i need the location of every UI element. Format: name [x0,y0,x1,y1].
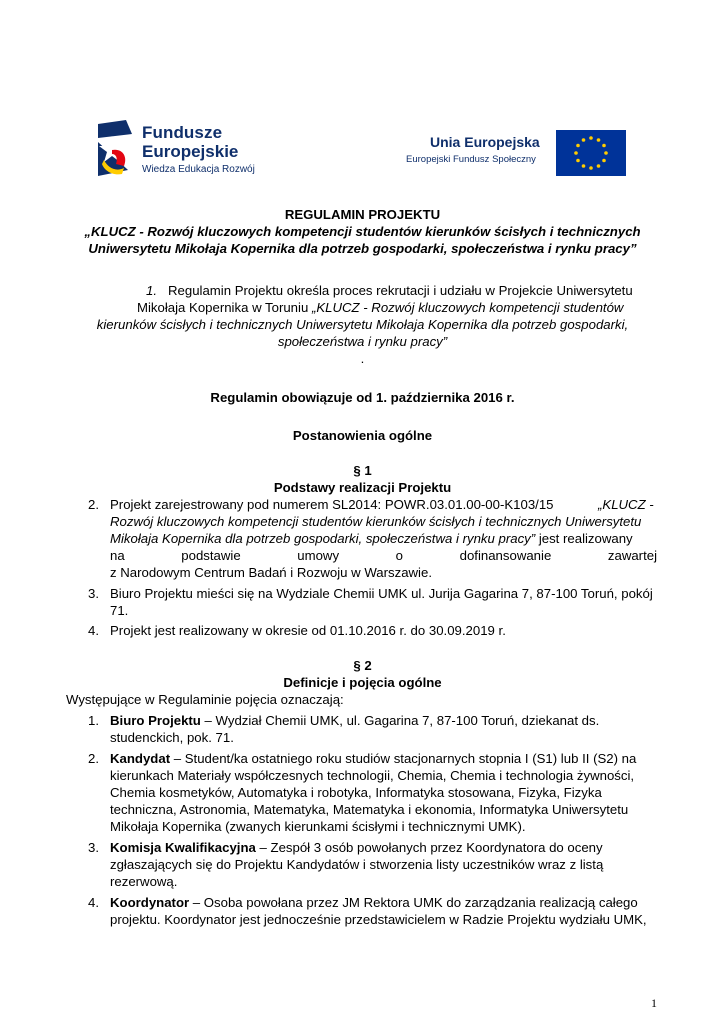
intro-line-3: kierunków ścisłych i technicznych Uniwersytetu Mikołaja Kopernika dla potrzeb gospodarki, [96,317,629,332]
s2-def-1-line-1: Biuro Projektu – Wydział Chemii UMK, ul. Gagarina 7, 87-100 Toruń, dziekanat ds. [110,713,600,728]
s1-item-2-line-2: Rozwój kluczowych kompetencji studentów kierunków ścisłych i technicznych Uniwersytetu [110,514,642,529]
page-number: 1 [651,996,657,1010]
intro-line-1: Regulamin Projektu określa proces rekrutacji i udziału w Projekcie Uniwersytetu [168,283,633,298]
s1-item-3-line-1: Biuro Projektu mieści się na Wydziale Chemii UMK ul. Jurija Gagarina 7, 87-100 Toruń, pokój [110,586,653,601]
s2-def-1-line-2: studenckich, pok. 71. [110,730,234,745]
s2-def-3-line-1: Komisja Kwalifikacyjna – Zespół 3 osób powołanych przez Koordynatora do oceny [110,840,603,855]
fe-star-logo-icon [98,120,134,176]
s2-def-4-line-1: Koordynator – Osoba powołana przez JM Rektora UMK do zarządzania realizacją całego [110,895,638,910]
s1-item-2-line-1a: Projekt zarejestrowany pod numerem SL2014: POWR.03.01.00-00-K103/15 [110,497,554,512]
eu-flag-icon [556,130,626,176]
s1-item-2-number: 2. [88,497,99,512]
section-1-sign: § 1 [353,463,372,478]
intro-dot: . [360,351,365,366]
s2-def-2-number: 2. [88,751,99,766]
project-name-line-1: „KLUCZ - Rozwój kluczowych kompetencji studentów kierunków ścisłych i technicznych [84,224,641,239]
fundusze-europejskie-logo [98,118,268,182]
s1-item-2-line-1b: „KLUCZ - [598,497,654,512]
s2-def-1-number: 1. [88,713,99,728]
s1-item-4-number: 4. [88,623,99,638]
s2-def-2-line-1: Kandydat – Student/ka ostatniego roku studiów stacjonarnych stopnia I (S1) lub II (S2) na [110,751,637,766]
fe-logo-line-1: Fundusze [142,123,223,142]
s1-item-3-number: 3. [88,586,99,601]
s2-def-2-line-5: Mikołaja Kopernika (zwanych kierunkami ścisłymi i technicznymi UMK). [110,819,526,834]
intro-number: 1. [146,283,157,298]
fe-logo-line-2: Europejskie [142,142,239,161]
s2-def-2-line-4: techniczna, Astronomia, Matematyka, Matematyka i ekonomia, Informatyka Uniwersytetu [110,802,629,817]
s1-item-4-line-1: Projekt jest realizowany w okresie od 01.10.2016 r. do 30.09.2019 r. [110,623,506,638]
s1-item-3-line-2: 71. [110,603,129,618]
section-2-sign: § 2 [353,658,372,673]
ue-logo-line-2: Europejski Fundusz Społeczny [406,154,536,165]
s1-item-2-line-3: Mikołaja Kopernika dla potrzeb gospodarki, społeczeństwa i rynku pracy” jest realizowany [110,531,633,546]
s2-def-3-number: 3. [88,840,99,855]
intro-line-4: społeczeństwa i rynku pracy” [277,334,448,349]
s2-def-4-number: 4. [88,895,99,910]
intro-line-2: Mikołaja Kopernika w Toruniu „KLUCZ - Rozwój kluczowych kompetencji studentów [137,300,624,315]
fe-logo-line-3: Wiedza Edukacja Rozwój [142,164,255,175]
s1-item-2-line-4: na podstawie umowy o dofinansowanie zawartej [110,548,657,563]
s2-def-3-line-3: rezerwową. [110,874,178,889]
effective-date: Regulamin obowiązuje od 1. października 2016 r. [210,390,515,405]
ue-logo-line-1: Unia Europejska [430,134,540,150]
s2-def-4-line-2: projektu. Koordynator jest jednocześnie przedstawicielem w Radzie Projektu wydziału UMK, [110,912,647,927]
section-2-lead: Występujące w Regulaminie pojęcia oznaczają: [66,692,344,707]
section-general-heading: Postanowienia ogólne [292,428,433,443]
unia-europejska-logo [406,128,622,176]
section-2-title: Definicje i pojęcia ogólne [283,675,442,690]
s2-def-2-line-2: kierunkach Materiały współczesnych technologii, Chemia, Chemia i technologia żywności, [110,768,635,783]
section-1-title: Podstawy realizacji Projektu [273,480,452,495]
s2-def-3-line-2: zgłaszających się do Projektu Kandydatów i stworzenia listy uczestników wraz z listą [110,857,604,872]
s1-item-2-line-5: z Narodowym Centrum Badań i Rozwoju w Warszawie. [110,565,432,580]
document-title: REGULAMIN PROJEKTU [284,207,441,222]
s2-def-2-line-3: Chemia kosmetyków, Automatyka i robotyka, Informatyka stosowana, Fizyka, Fizyka [110,785,602,800]
project-name-line-2: Uniwersytetu Mikołaja Kopernika dla potrzeb gospodarki, społeczeństwa i rynku pracy” [88,241,637,256]
